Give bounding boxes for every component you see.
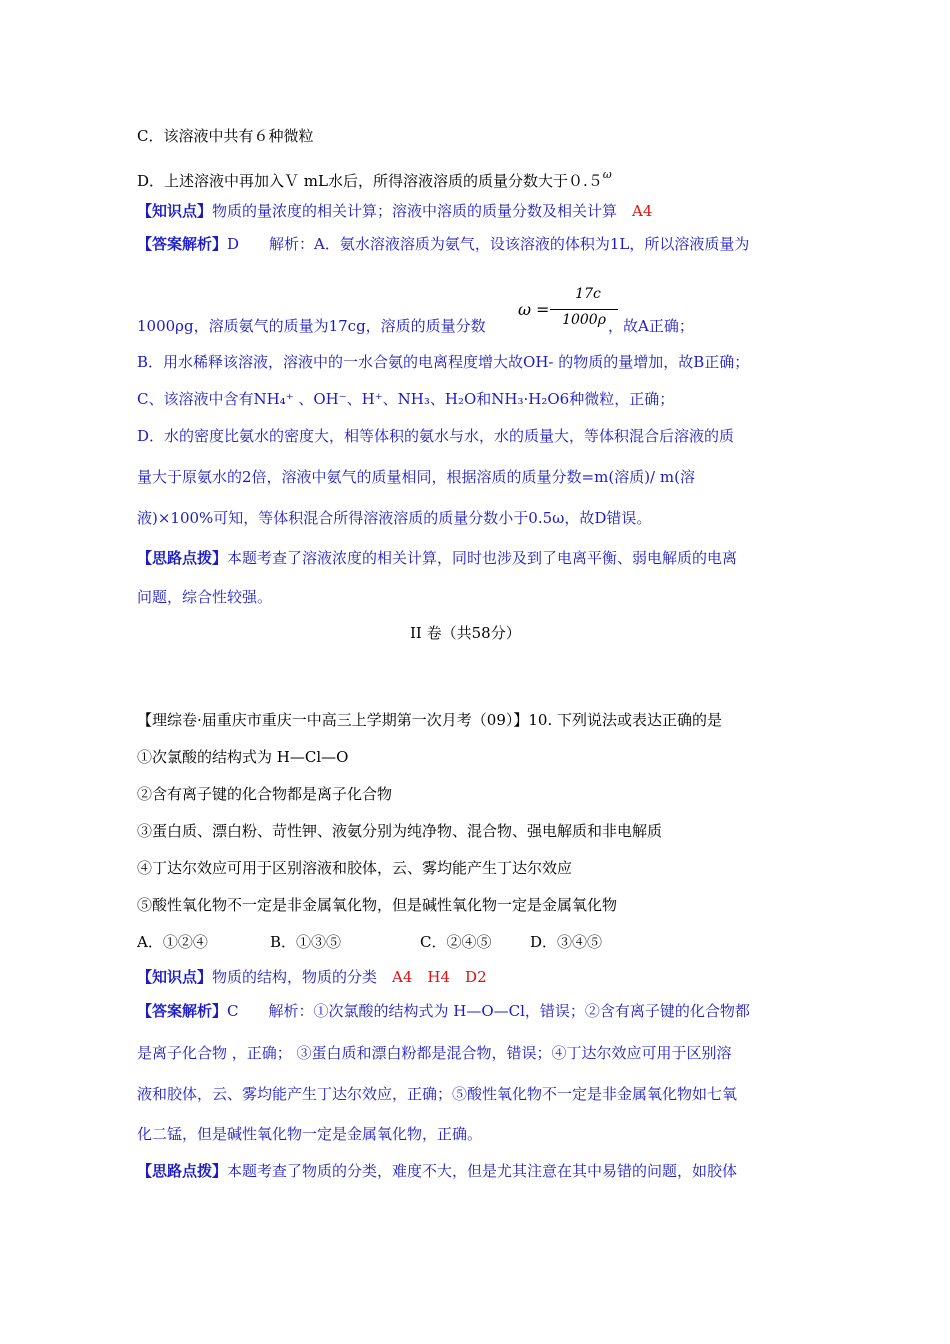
answer-2-text: C 解析：①次氯酸的结构式为 H—O—Cl，错误；②含有离子键的化合物都	[227, 1002, 750, 1020]
answer-1-line-2a: 1000ρg，溶质氨气的质量为17cg，溶质的质量分数	[137, 317, 486, 335]
knowledge-point-1-code: A4	[632, 202, 653, 220]
formula-denominator: 1000ρ	[562, 312, 606, 328]
tip-2-text: 本题考查了物质的分类，难度不大，但是尤其注意在其中易错的问题，如胶体	[227, 1162, 738, 1180]
option-c-10: C．②④⑤	[420, 933, 492, 951]
tip-2-tag: 【思路点拨】	[137, 1162, 228, 1180]
answer-2-line-3: 液和胶体，云、雾均能产生丁达尔效应，正确；⑤酸性氧化物不一定是非金属氧化物如七氧	[137, 1085, 738, 1103]
answer-1-text: D 解析：A．氨水溶液溶质为氨气，设该溶液的体积为1L，所以溶液质量为	[227, 235, 750, 253]
answer-1-line-6: 量大于原氨水的2倍，溶液中氨气的质量相同，根据溶质的质量分数=m(溶质)/ m(溶	[137, 468, 695, 486]
knowledge-point-1	[137, 201, 652, 221]
option-d	[137, 165, 612, 191]
option-a: A．①②④	[137, 933, 208, 951]
answer-1-tag: 【答案解析】	[137, 235, 228, 253]
option-d-text: D．上述溶液中再加入Ｖ mL水后，所得溶液溶质的质量分数大于０.５	[137, 172, 603, 190]
formula-lhs: ω	[518, 300, 532, 319]
statement-2: ②含有离子键的化合物都是离子化合物	[137, 785, 393, 803]
answer-1-line-1	[137, 234, 749, 254]
knowledge-point-2	[137, 967, 487, 987]
formula-fraction-bar	[550, 309, 618, 310]
answer-1-line-2b: ，故A正确；	[608, 317, 694, 335]
answer-1-line-3: B．用水稀释该溶液，溶液中的一水合氨的电离程度增大故OH- 的物质的量增加，故B正确；	[137, 353, 750, 371]
knowledge-point-2-tag: 【知识点】	[137, 968, 213, 986]
question-10: 【理综卷·届重庆市重庆一中高三上学期第一次月考（09）】10. 下列说法或表达正确的是	[137, 711, 722, 729]
tip-1-line-1	[137, 548, 737, 568]
tip-1-text: 本题考查了溶液浓度的相关计算，同时也涉及到了电离平衡、弱电解质的电离	[227, 549, 738, 567]
statement-1: ①次氯酸的结构式为 H—Cl—O	[137, 748, 349, 766]
mass-fraction-formula	[518, 286, 608, 342]
statement-5: ⑤酸性氧化物不一定是非金属氧化物，但是碱性氧化物一定是金属氧化物	[137, 896, 618, 914]
answer-2-line-4: 化二锰，但是碱性氧化物一定是金属氧化物，正确。	[137, 1125, 483, 1143]
knowledge-point-1-tag: 【知识点】	[137, 202, 213, 220]
tip-1-line-2: 问题，综合性较强。	[137, 588, 273, 606]
formula-numerator: 17c	[575, 286, 601, 302]
answer-2-tag: 【答案解析】	[137, 1002, 228, 1020]
answer-1-line-4: C、该溶液中含有NH₄⁺ 、OH⁻、H⁺、NH₃、H₂O和NH₃·H₂O6种微粒，正确；	[137, 390, 675, 408]
tip-2-line-1	[137, 1161, 737, 1181]
option-b: B．①③⑤	[270, 933, 342, 951]
answer-2-line-2: 是离子化合物 ，正确； ③蛋白质和漂白粉都是混合物，错误；④丁达尔效应可用于区别溶	[137, 1044, 732, 1062]
option-d-10: D．③④⑤	[530, 933, 603, 951]
answer-1-line-7: 液)×100%可知，等体积混合所得溶液溶质的质量分数小于0.5ω，故D错误。	[137, 509, 652, 527]
knowledge-point-2-code: A4 H4 D2	[392, 968, 487, 986]
option-c: C．该溶液中共有６种微粒	[137, 127, 314, 145]
statement-3: ③蛋白质、漂白粉、苛性钾、液氨分别为纯净物、混合物、强电解质和非电解质	[137, 822, 663, 840]
statement-4: ④丁达尔效应可用于区别溶液和胶体，云、雾均能产生丁达尔效应	[137, 859, 573, 877]
formula-eq: =	[536, 300, 550, 319]
knowledge-point-1-text: 物质的量浓度的相关计算；溶液中溶质的质量分数及相关计算	[212, 202, 618, 220]
knowledge-point-2-text: 物质的结构，物质的分类	[212, 968, 378, 986]
option-d-omega: ω	[602, 168, 612, 181]
tip-1-tag: 【思路点拨】	[137, 549, 228, 567]
answer-1-line-5: D．水的密度比氨水的密度大，相等体积的氨水与水，水的质量大，等体积混合后溶液的质	[137, 427, 735, 445]
section-title: II 卷（共58分）	[410, 624, 521, 642]
answer-2-line-1	[137, 1001, 750, 1021]
